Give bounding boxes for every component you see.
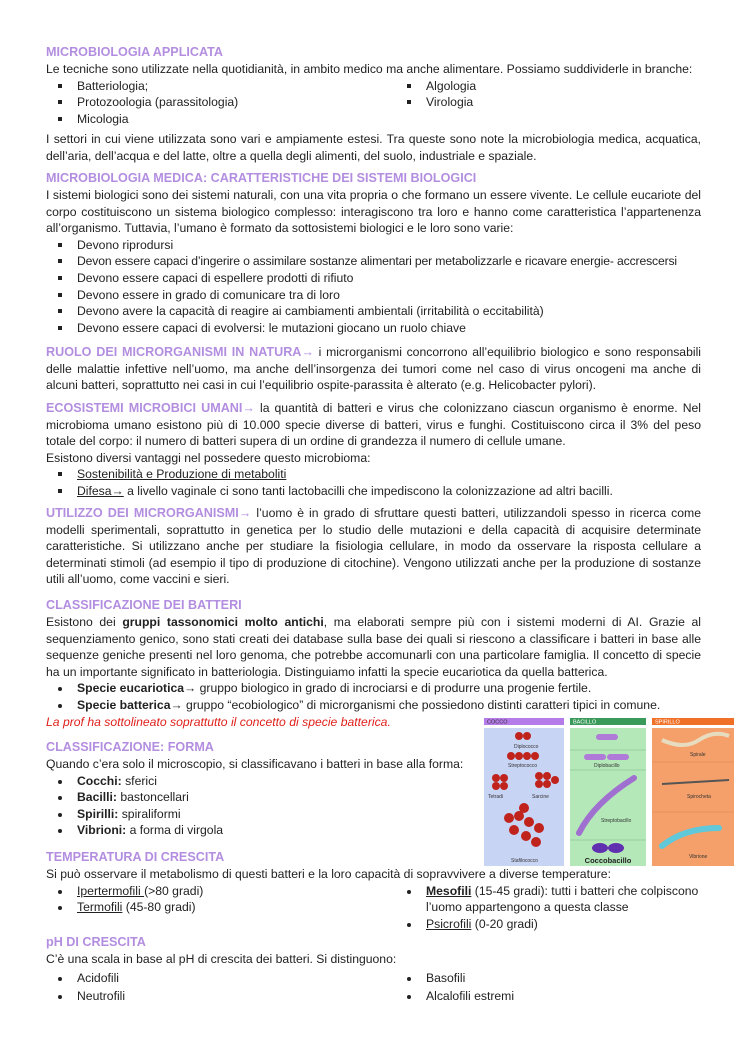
- heading: ECOSISTEMI MICROBICI UMANI→: [46, 401, 255, 415]
- label: Streptobacillo: [601, 818, 632, 824]
- text: gruppo “ecobiologico” di microrganismi che possiedono distinti caratteri tipici in comune.: [182, 697, 661, 712]
- text: bastoncellari: [116, 790, 189, 805]
- label: Tetradi: [488, 794, 504, 800]
- text: i microrganismi concorrono all’equilibrio biologico e sono responsabili delle malattie infettive nell’uomo, ma anche dell’insorgenza dei tumori come nel caso di virus oncogeni ma anche di alcuni batteri, soprattutto nei casi in cui l’equilibrio ospite-parassita è alterato (e.g. Helicobacter pylori).: [46, 345, 701, 393]
- text: (45-80 gradi): [122, 900, 196, 915]
- list-item: Devono essere capaci di espellere prodotti di rifiuto: [46, 270, 701, 287]
- label: Psicrofili: [426, 916, 472, 931]
- section-ruolo-microrganismi: [46, 344, 701, 394]
- label: Sarcine: [532, 794, 549, 800]
- list-item: Neutrofili: [46, 988, 395, 1005]
- text: spiraliformi: [118, 806, 181, 821]
- header-label: SPIRILLO: [655, 719, 680, 726]
- section-ecosistemi-microbici: [46, 400, 701, 500]
- list-item: Devono avere la capacità di reagire ai cambiamenti ambientali (irritabilità o eccitabilità): [46, 303, 701, 320]
- label: Vibrione: [689, 854, 708, 860]
- heading: CLASSIFICAZIONE: FORMA: [46, 740, 214, 754]
- heading: MICROBIOLOGIA MEDICA: CARATTERISTICHE DEI SISTEMI BIOLOGICI: [46, 171, 477, 185]
- heading: TEMPERATURA DI CRESCITA: [46, 850, 225, 864]
- paragraph: Quando c’era solo il microscopio, si classificavano i batteri in base alla forma:: [46, 757, 464, 771]
- label: Vibrioni:: [77, 823, 127, 838]
- text: l’uomo è in grado di sfruttare questi batteri, utilizzandoli spesso in ricerca come modelli sperimentali, soprattutto in genetica per lo studio delle mutazioni e della capacità di acquisire determinate caratteristiche. Si utilizzano anche per studiare la fisiologia cellulare, in modo da osservare la risposta cellulare a determinati stimoli (ad esempio il tipo di produzione di citochine). Vengono utilizzati anche per la produzione di sostanze utili all’uomo, come vaccini e sieri.: [46, 506, 701, 587]
- bacteria-shapes-figure: [484, 718, 734, 866]
- species-list: [46, 680, 701, 713]
- heading: UTILIZZO DEI MICRORGANISMI→: [46, 506, 252, 520]
- label: Specie eucariotica→: [77, 681, 197, 696]
- label: Coccobacillo: [584, 856, 632, 865]
- text: a forma di virgola: [126, 823, 224, 838]
- list-item: [46, 697, 701, 714]
- heading: MICROBIOLOGIA APPLICATA: [46, 45, 223, 59]
- list-item: Acidofili: [46, 970, 395, 987]
- label: Spirocheta: [687, 794, 711, 800]
- section-temperatura-crescita: [46, 848, 701, 932]
- temperature-list-2: [395, 883, 701, 933]
- label: Spirale: [690, 752, 706, 758]
- section-microbiologia-medica: [46, 169, 701, 336]
- branch-list-1: [46, 78, 395, 128]
- text: (0-20 gradi): [471, 916, 538, 931]
- paragraph: [46, 614, 701, 680]
- paragraph: Le tecniche sono utilizzate nella quotidianità, in ambito medico ma anche alimentare. Possiamo suddividerle in branche:: [46, 62, 693, 76]
- list-item: [46, 680, 701, 697]
- bold-text: gruppi tassonomici molto antichi: [122, 615, 324, 629]
- list-item: Devono essere in grado di comunicare tra di loro: [46, 287, 701, 304]
- section-microbiologia-applicata: [46, 43, 701, 165]
- list-item: Devono riprodursi: [46, 237, 701, 254]
- list-item: Devono essere capaci di evolversi: le mutazioni giocano un ruolo chiave: [46, 320, 701, 337]
- list-item: Batteriologia;: [46, 78, 395, 95]
- list-item: [46, 483, 701, 500]
- header-label: COCCO: [487, 719, 508, 726]
- list-item: [395, 916, 701, 933]
- text: a livello vaginale ci sono tanti lactobacilli che impediscono la colonizzazione ad altri bacilli.: [123, 483, 613, 498]
- text: (>80 gradi): [144, 883, 204, 898]
- list-item: [46, 899, 395, 916]
- branch-list-2: [395, 78, 701, 128]
- label: Termofili: [77, 900, 123, 915]
- text: la quantità di batteri e virus che colonizzano ciascun organismo è enorme. Nel microbioma umano esistono più di 10.000 specie diverse di batteri, virus e funghi. Costituiscono circa il 3% del peso totale del corpo: il numero di batteri supera di un ordine di grandezza il numero di cellule umane.: [46, 401, 702, 449]
- section-ph-crescita: [46, 933, 701, 1005]
- list-item: Micologia: [46, 111, 395, 128]
- list-item: Alcalofili estremi: [395, 988, 701, 1005]
- paragraph: C’è una scala in base al pH di crescita dei batteri. Si distinguono:: [46, 952, 397, 966]
- heading: RUOLO DEI MICRORGANISMI IN NATURA→: [46, 345, 314, 359]
- label: Spirilli:: [77, 806, 119, 821]
- label: Stafilococco: [511, 858, 538, 864]
- text: gruppo biologico in grado di incrociarsi e di produrre una progenie fertile.: [196, 681, 592, 696]
- label: Streptococco: [508, 763, 538, 769]
- paragraph: [46, 344, 701, 394]
- paragraph: Si può osservare il metabolismo di questi batteri e la loro capacità di sopravvivere a diverse temperature:: [46, 867, 611, 881]
- label: Cocchi:: [77, 773, 122, 788]
- note: La prof ha sottolineato soprattutto il concetto di specie batterica.: [46, 714, 391, 729]
- paragraph: I settori in cui viene utilizzata sono vari e ampiamente estesi. Tra queste sono note la microbiologia medica, acquatica, dell’aria, dell’acqua e del latte, oltre a quella degli alimenti, del suolo, industriale e spaziale.: [46, 132, 701, 163]
- list-item: Virologia: [395, 94, 701, 111]
- text: sferici: [121, 773, 157, 788]
- paragraph: Esistono diversi vantaggi nel possedere questo microbioma:: [46, 450, 371, 465]
- paragraph: I sistemi biologici sono dei sistemi naturali, con una vita propria o che formano un essere vivente. Le cellule eucariote del corpo costituiscono un sistema biologico complesso: interagiscono tra loro e hanno come caratteristica l’appartenenza all’organismo. Tuttavia, l’umano è formato da sottosistemi biologici e le loro sono varie:: [46, 188, 701, 236]
- label: Difesa→: [77, 483, 124, 498]
- label: Specie batterica→: [77, 697, 183, 712]
- list-item: [46, 883, 395, 900]
- text: , ma elaborati sempre più con i sistemi moderni di AI. Grazie al sequenziamento genico, sono stati creati dei database sulla base dei quali si riescono a classificare i batteri in base alle sequenze geniche presenti nel loro genoma, che potrebbe accomunarli con una particolare famiglia. Il concetto di specie ha un importante significato in batteriologia. Distinguiamo infatti la specie eucariotica da quella batterica.: [46, 615, 701, 679]
- paragraph: [46, 505, 701, 588]
- temperature-list-1: [46, 883, 395, 933]
- list-item: Protozoologia (parassitologia): [46, 94, 395, 111]
- heading: CLASSIFICAZIONE DEI BATTERI: [46, 598, 242, 612]
- paragraph: [46, 400, 701, 450]
- section-utilizzo-microrganismi: [46, 505, 701, 588]
- list-item: [395, 883, 701, 916]
- list-item: Basofili: [395, 970, 701, 987]
- heading: pH DI CRESCITA: [46, 935, 146, 949]
- list-item: Algologia: [395, 78, 701, 95]
- label: Bacilli:: [77, 790, 117, 805]
- text: Esistono dei: [46, 615, 123, 629]
- section-classificazione-batteri: [46, 596, 701, 730]
- advantages-list: [46, 466, 701, 499]
- label: Mesofili: [426, 883, 472, 898]
- list-item: Devon essere capaci d’ingerire o assimilare sostanze alimentari per metabolizzarle e ricavare energie- accrescersi: [46, 253, 701, 270]
- ph-list-1: [46, 970, 395, 1005]
- ph-list-2: [395, 970, 701, 1005]
- label: Ipertermofili: [77, 883, 145, 898]
- label: Diplobacillo: [594, 763, 620, 769]
- characteristics-list: [46, 237, 701, 337]
- list-item: [46, 466, 701, 483]
- header-label: BACILLO: [573, 719, 597, 726]
- label: Diplococco: [514, 744, 539, 750]
- text: (15-45 gradi): tutti i batteri che colpiscono l’uomo appartengono a questa classe: [426, 883, 699, 915]
- text: Sostenibilità e Produzione di metaboliti: [77, 467, 287, 482]
